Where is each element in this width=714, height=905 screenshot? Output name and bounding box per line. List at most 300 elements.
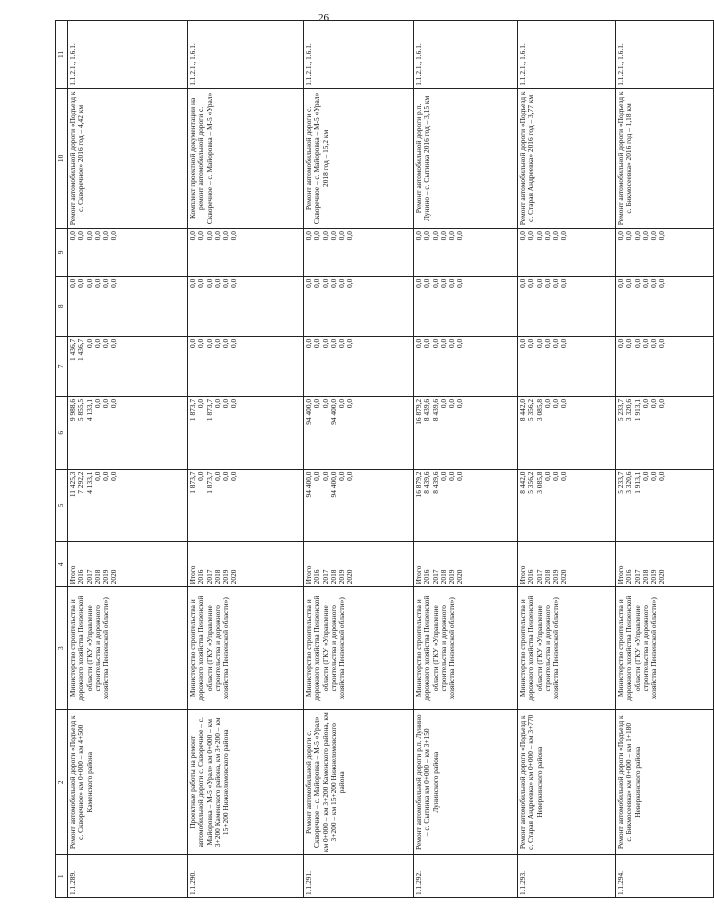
amount-value: 0,0 (430, 231, 440, 241)
year-label: 2020 (455, 569, 465, 585)
amount-value: 0,0 (221, 398, 231, 409)
year-label: 2016 (76, 569, 86, 585)
year-label: 2020 (109, 569, 119, 585)
amount-value: 94 400,0 (304, 471, 313, 498)
column-number: 8 (56, 276, 68, 336)
amount-value: 0,0 (204, 278, 214, 288)
amount-value: 0,0 (312, 398, 322, 409)
amount-value: 8 439,6 (422, 398, 432, 422)
amount-value: 0,0 (312, 338, 322, 349)
amount-value: 0,0 (109, 471, 119, 481)
column-number: 3 (56, 587, 68, 710)
amount-value: 0,0 (657, 278, 667, 288)
amount-value: 8 442,0 (518, 398, 527, 422)
page-number: 26 (318, 12, 329, 24)
column-number-row (56, 21, 68, 898)
amount-value: 0,0 (447, 471, 457, 481)
amount-value: 0,0 (624, 338, 634, 349)
regional-budget (414, 396, 518, 469)
amount-value: 16 879,2 (414, 398, 423, 425)
amount-value: 0,0 (229, 278, 239, 288)
federal-budget (68, 336, 188, 396)
amount-value: 0,0 (422, 338, 432, 349)
amount-value: 0,0 (542, 338, 552, 349)
amount-value: 3 085,8 (534, 471, 544, 494)
amount-value: 0,0 (534, 278, 544, 288)
amount-value: 1 913,1 (632, 471, 642, 494)
year-label: 2017 (84, 569, 94, 585)
activity-name: Ремонт автомобильной дороги «Подъезд к с. Бикмосеевка» км 0+000 – км 1+180 Неверкинского района (616, 710, 714, 855)
amount-value: 0,0 (320, 231, 330, 241)
extrabudgetary (188, 229, 304, 277)
amount-value: 0,0 (109, 231, 119, 241)
indicator-reference: 1.1.2.1., 1.6.1. (518, 21, 616, 89)
amount-value: 0,0 (649, 231, 659, 241)
responsible-executor: Министерство строительства и дорожного хозяйства Пензенской области (ГКУ «Управление строительства и дорожного хозяйства Пензенской области») (414, 587, 518, 710)
table-row (414, 21, 518, 898)
year-label: Итого (304, 565, 313, 585)
year-label: 2018 (212, 569, 222, 585)
amount-value: 0,0 (337, 231, 347, 241)
amount-value: 0,0 (534, 231, 544, 241)
amount-value: 0,0 (212, 231, 222, 241)
amount-value: 0,0 (640, 398, 650, 409)
amount-value: 0,0 (328, 231, 338, 241)
amount-value: 0,0 (447, 278, 457, 288)
table-row (188, 21, 304, 898)
amount-value: 0,0 (204, 338, 214, 349)
column-number: 10 (56, 88, 68, 228)
activity-name: Ремонт автомобильной дороги с. Скворечное – с. Майоровка – М-5 «Урал» км 0+000 – км 3+200 Каменского района, км 3+200 – км 15+200 Нижнеломовского района (304, 710, 414, 855)
amount-value: 0,0 (92, 231, 102, 241)
amount-value: 4 133,1 (84, 471, 94, 494)
amount-value: 0,0 (109, 338, 119, 349)
amount-value: 5 356,2 (526, 471, 536, 494)
amount-value: 0,0 (312, 278, 322, 288)
regional-budget (304, 396, 414, 469)
amount-value: 0,0 (221, 278, 231, 288)
amount-value: 0,0 (438, 231, 448, 241)
amount-value: 0,0 (438, 278, 448, 288)
amount-value: 0,0 (430, 278, 440, 288)
amount-value: 0,0 (551, 398, 561, 409)
indicator-reference: 1.1.2.1., 1.6.1. (68, 21, 188, 89)
amount-value: 0,0 (221, 231, 231, 241)
amount-value: 0,0 (109, 398, 119, 409)
year-label: 2018 (92, 569, 102, 585)
amount-value: 0,0 (304, 278, 313, 288)
amount-value: 0,0 (196, 231, 206, 241)
amount-value: 3 085,8 (534, 398, 544, 422)
year-label: 2018 (542, 569, 552, 585)
amount-value: 1 873,7 (204, 398, 214, 422)
expected-result: Ремонт автомобильной дороги «Подъезд к с. Бикмосеевка» 2016 год – 1,18 км (616, 88, 714, 228)
year-label: 2016 (624, 569, 634, 585)
total-funding (414, 469, 518, 542)
amount-value: 0,0 (229, 471, 239, 481)
extrabudgetary (518, 229, 616, 277)
column-number: 5 (56, 469, 68, 542)
amount-value: 0,0 (84, 338, 94, 349)
amount-value: 0,0 (616, 278, 625, 288)
row-number: 1.1.294. (616, 855, 714, 898)
amount-value: 0,0 (229, 398, 239, 409)
amount-value: 0,0 (640, 278, 650, 288)
amount-value: 0,0 (92, 471, 102, 481)
amount-value: 0,0 (68, 278, 77, 288)
amount-value: 0,0 (345, 398, 355, 409)
municipal-budget (188, 276, 304, 336)
amount-value: 0,0 (551, 278, 561, 288)
year-label: 2017 (204, 569, 214, 585)
amount-value: 0,0 (649, 338, 659, 349)
amount-value: 0,0 (632, 278, 642, 288)
column-number: 11 (56, 21, 68, 89)
amount-value: 8 439,6 (430, 398, 440, 422)
amount-value: 0,0 (624, 231, 634, 241)
total-funding (68, 469, 188, 542)
year-label: 2020 (657, 569, 667, 585)
amount-value: 0,0 (438, 398, 448, 409)
amount-value: 0,0 (320, 398, 330, 409)
amount-value: 0,0 (438, 471, 448, 481)
amount-value: 8 439,6 (430, 471, 440, 494)
activity-name: Проектные работы на ремонт автомобильной дороги с. Скворечное – с. Майоровка – М-5 «Урал» км 0+000 – км 3+200 Каменского района, км 3+200 – км 15+200 Нижнеломовского района (188, 710, 304, 855)
year-label: 2016 (196, 569, 206, 585)
amount-value: 1 873,7 (188, 398, 197, 422)
amount-value: 0,0 (447, 231, 457, 241)
amount-value: 11 425,3 (68, 471, 77, 498)
municipal-budget (518, 276, 616, 336)
amount-value: 94 400,0 (304, 398, 313, 425)
amount-value: 0,0 (542, 398, 552, 409)
amount-value: 0,0 (337, 398, 347, 409)
amount-value: 0,0 (438, 338, 448, 349)
row-number: 1.1.292. (414, 855, 518, 898)
year-label: 2017 (534, 569, 544, 585)
amount-value: 0,0 (447, 398, 457, 409)
row-number: 1.1.289. (68, 855, 188, 898)
amount-value: 0,0 (455, 471, 465, 481)
amount-value: 0,0 (414, 338, 423, 349)
amount-value: 9 988,6 (68, 398, 77, 422)
year-label: Итого (616, 565, 625, 585)
total-funding (518, 469, 616, 542)
amount-value: 0,0 (455, 338, 465, 349)
amount-value: 0,0 (188, 278, 197, 288)
activity-name: Ремонт автомобильной дороги «Подъезд к с. Скворечное» км 0+000 – км 4+500 Каменского района (68, 710, 188, 855)
year-label: 2016 (312, 569, 322, 585)
amount-value: 0,0 (76, 231, 86, 241)
year-label: 2018 (640, 569, 650, 585)
indicator-reference: 1.1.2.1., 1.6.1. (304, 21, 414, 89)
amount-value: 0,0 (657, 231, 667, 241)
responsible-executor: Министерство строительства и дорожного хозяйства Пензенской области (ГКУ «Управление строительства и дорожного хозяйства Пензенской области») (188, 587, 304, 710)
amount-value: 0,0 (559, 231, 569, 241)
amount-value: 0,0 (328, 338, 338, 349)
amount-value: 0,0 (196, 338, 206, 349)
amount-value: 0,0 (526, 278, 536, 288)
total-funding (616, 469, 714, 542)
amount-value: 5 855,5 (76, 398, 86, 422)
year-label: 2017 (632, 569, 642, 585)
amount-value: 0,0 (649, 278, 659, 288)
amount-value: 0,0 (196, 398, 206, 409)
amount-value: 7 292,2 (76, 471, 86, 494)
amount-value: 0,0 (320, 471, 330, 481)
amount-value: 0,0 (640, 231, 650, 241)
amount-value: 0,0 (304, 231, 313, 241)
year-label: 2019 (649, 569, 659, 585)
amount-value: 0,0 (101, 338, 111, 349)
expected-result: Ремонт автомобильной дороги «Подъезд к с. Скворечное» 2016 год – 4,42 км (68, 88, 188, 228)
amount-value: 0,0 (304, 338, 313, 349)
amount-value: 0,0 (76, 278, 86, 288)
regional-budget (188, 396, 304, 469)
indicator-reference: 1.1.2.1., 1.6.1. (188, 21, 304, 89)
expected-result: Ремонт автомобильной дороги «Подъезд к с. Старая Андреевка» 2016 год – 3,77 км (518, 88, 616, 228)
rotated-page (55, 20, 667, 898)
year-label: 2016 (422, 569, 432, 585)
municipal-budget (304, 276, 414, 336)
year-label: 2017 (320, 569, 330, 585)
indicator-reference: 1.1.2.1., 1.6.1. (414, 21, 518, 89)
year-label: 2017 (430, 569, 440, 585)
amount-value: 0,0 (551, 231, 561, 241)
amount-value: 0,0 (632, 231, 642, 241)
amount-value: 0,0 (84, 231, 94, 241)
amount-value: 0,0 (518, 231, 527, 241)
municipal-budget (616, 276, 714, 336)
amount-value: 0,0 (212, 278, 222, 288)
federal-budget (304, 336, 414, 396)
amount-value: 0,0 (551, 471, 561, 481)
amount-value: 0,0 (526, 338, 536, 349)
activity-name: Ремонт автомобильной дороги «Подъезд к с. Старая Андреевка» км 0+000 – км 3+770 Неверкинского района (518, 710, 616, 855)
year-list (304, 542, 414, 587)
amount-value: 0,0 (542, 471, 552, 481)
amount-value: 0,0 (92, 338, 102, 349)
amount-value: 0,0 (657, 398, 667, 409)
amount-value: 1 436,7 (76, 338, 86, 361)
program-table (55, 20, 714, 898)
amount-value: 0,0 (204, 231, 214, 241)
year-label: Итого (188, 565, 197, 585)
amount-value: 0,0 (84, 278, 94, 288)
year-list (414, 542, 518, 587)
column-number: 2 (56, 710, 68, 855)
amount-value: 8 442,0 (518, 471, 527, 494)
amount-value: 0,0 (616, 231, 625, 241)
table-row (518, 21, 616, 898)
amount-value: 0,0 (345, 278, 355, 288)
amount-value: 3 320,6 (624, 471, 634, 494)
table-row (304, 21, 414, 898)
amount-value: 0,0 (657, 338, 667, 349)
amount-value: 5 233,7 (616, 471, 625, 494)
amount-value: 0,0 (92, 398, 102, 409)
amount-value: 0,0 (624, 278, 634, 288)
table-row (616, 21, 714, 898)
amount-value: 0,0 (101, 398, 111, 409)
regional-budget (68, 396, 188, 469)
column-number: 4 (56, 542, 68, 587)
federal-budget (616, 336, 714, 396)
regional-budget (518, 396, 616, 469)
amount-value: 0,0 (430, 338, 440, 349)
amount-value: 3 320,6 (624, 398, 634, 422)
federal-budget (518, 336, 616, 396)
amount-value: 94 400,0 (328, 398, 338, 425)
amount-value: 0,0 (109, 278, 119, 288)
year-label: 2020 (345, 569, 355, 585)
amount-value: 0,0 (92, 278, 102, 288)
amount-value: 4 133,1 (84, 398, 94, 422)
amount-value: 0,0 (337, 278, 347, 288)
amount-value: 0,0 (188, 231, 197, 241)
year-label: 2019 (447, 569, 457, 585)
amount-value: 0,0 (337, 338, 347, 349)
amount-value: 16 879,2 (414, 471, 423, 498)
responsible-executor: Министерство строительства и дорожного хозяйства Пензенской области (ГКУ «Управление строительства и дорожного хозяйства Пензенской области») (68, 587, 188, 710)
year-list (68, 542, 188, 587)
municipal-budget (414, 276, 518, 336)
table-body (68, 21, 714, 898)
amount-value: 0,0 (559, 471, 569, 481)
year-list (188, 542, 304, 587)
year-label: 2019 (551, 569, 561, 585)
amount-value: 5 356,2 (526, 398, 536, 422)
amount-value: 0,0 (632, 338, 642, 349)
amount-value: 0,0 (188, 338, 197, 349)
amount-value: 0,0 (640, 471, 650, 481)
amount-value: 0,0 (229, 338, 239, 349)
activity-name: Ремонт автомобильной дороги р.п. Лунино – с. Сытинка км 0+000 – км 3+150 Лунинского района (414, 710, 518, 855)
year-label: 2019 (221, 569, 231, 585)
amount-value: 0,0 (229, 231, 239, 241)
responsible-executor: Министерство строительства и дорожного хозяйства Пензенской области (ГКУ «Управление строительства и дорожного хозяйства Пензенской области») (616, 587, 714, 710)
amount-value: 1 913,1 (632, 398, 642, 422)
year-list (518, 542, 616, 587)
federal-budget (414, 336, 518, 396)
amount-value: 0,0 (212, 398, 222, 409)
amount-value: 1 873,7 (188, 471, 197, 494)
extrabudgetary (414, 229, 518, 277)
extrabudgetary (68, 229, 188, 277)
amount-value: 0,0 (534, 338, 544, 349)
amount-value: 8 439,6 (422, 471, 432, 494)
amount-value: 0,0 (518, 338, 527, 349)
row-number: 1.1.293. (518, 855, 616, 898)
expected-result: Комплект проектной документации на ремонт автомобильной дороги с. Скворечное – с. Майоровка – М-5 «Урал» (188, 88, 304, 228)
amount-value: 0,0 (542, 231, 552, 241)
amount-value: 0,0 (101, 471, 111, 481)
amount-value: 0,0 (337, 471, 347, 481)
year-label: 2020 (229, 569, 239, 585)
year-label: 2020 (559, 569, 569, 585)
indicator-reference: 1.1.2.1., 1.6.1. (616, 21, 714, 89)
amount-value: 0,0 (455, 231, 465, 241)
amount-value: 0,0 (101, 278, 111, 288)
amount-value: 0,0 (422, 278, 432, 288)
amount-value: 0,0 (640, 338, 650, 349)
amount-value: 0,0 (414, 231, 423, 241)
amount-value: 0,0 (559, 338, 569, 349)
extrabudgetary (616, 229, 714, 277)
amount-value: 0,0 (518, 278, 527, 288)
amount-value: 0,0 (196, 278, 206, 288)
column-number: 7 (56, 336, 68, 396)
amount-value: 0,0 (68, 231, 77, 241)
amount-value: 0,0 (422, 231, 432, 241)
amount-value: 0,0 (414, 278, 423, 288)
column-number: 6 (56, 396, 68, 469)
amount-value: 0,0 (221, 338, 231, 349)
extrabudgetary (304, 229, 414, 277)
amount-value: 0,0 (212, 471, 222, 481)
year-label: 2016 (526, 569, 536, 585)
amount-value: 5 233,7 (616, 398, 625, 422)
amount-value: 0,0 (455, 278, 465, 288)
year-label: 2018 (328, 569, 338, 585)
amount-value: 0,0 (551, 338, 561, 349)
year-label: 2019 (101, 569, 111, 585)
amount-value: 0,0 (559, 398, 569, 409)
amount-value: 0,0 (212, 338, 222, 349)
amount-value: 0,0 (101, 231, 111, 241)
amount-value: 0,0 (312, 471, 322, 481)
year-label: Итого (68, 565, 77, 585)
amount-value: 0,0 (312, 231, 322, 241)
amount-value: 0,0 (657, 471, 667, 481)
year-label: Итого (518, 565, 527, 585)
amount-value: 0,0 (616, 338, 625, 349)
amount-value: 1 873,7 (204, 471, 214, 494)
responsible-executor: Министерство строительства и дорожного хозяйства Пензенской области (ГКУ «Управление строительства и дорожного хозяйства Пензенской области») (304, 587, 414, 710)
total-funding (188, 469, 304, 542)
amount-value: 0,0 (649, 471, 659, 481)
regional-budget (616, 396, 714, 469)
amount-value: 0,0 (345, 338, 355, 349)
amount-value: 1 436,7 (68, 338, 77, 361)
expected-result: Ремонт автомобильной дороги р.п. Лунино – с. Сытинка 2016 год – 3,15 км (414, 88, 518, 228)
year-list (616, 542, 714, 587)
year-label: Итого (414, 565, 423, 585)
table-row (68, 21, 188, 898)
amount-value: 0,0 (320, 278, 330, 288)
total-funding (304, 469, 414, 542)
amount-value: 0,0 (526, 231, 536, 241)
amount-value: 0,0 (542, 278, 552, 288)
row-number: 1.1.290. (188, 855, 304, 898)
amount-value: 0,0 (196, 471, 206, 481)
table-container (55, 20, 667, 898)
federal-budget (188, 336, 304, 396)
column-number: 9 (56, 229, 68, 277)
amount-value: 0,0 (559, 278, 569, 288)
expected-result: Ремонт автомобильной дороги с. Скворечное – с. Майоровка – М-5 «Урал» 2018 год – 15,2 км (304, 88, 414, 228)
amount-value: 0,0 (649, 398, 659, 409)
year-label: 2018 (438, 569, 448, 585)
column-number: 1 (56, 855, 68, 898)
amount-value: 0,0 (345, 231, 355, 241)
responsible-executor: Министерство строительства и дорожного хозяйства Пензенской области (ГКУ «Управление строительства и дорожного хозяйства Пензенской области») (518, 587, 616, 710)
row-number: 1.1.291. (304, 855, 414, 898)
year-label: 2019 (337, 569, 347, 585)
amount-value: 0,0 (345, 471, 355, 481)
amount-value: 0,0 (447, 338, 457, 349)
amount-value: 0,0 (320, 338, 330, 349)
